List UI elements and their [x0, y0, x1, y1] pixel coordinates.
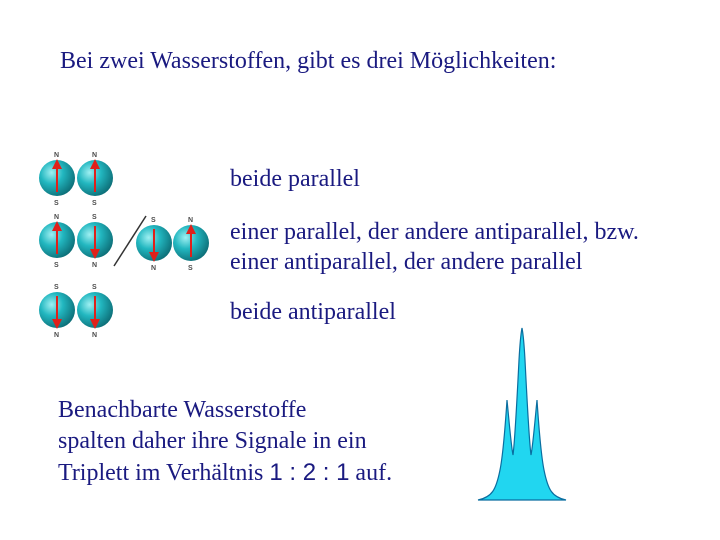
north-label: N — [92, 152, 98, 159]
spin-down-2 — [136, 217, 172, 272]
south-label: S — [92, 214, 97, 221]
option-text-line2: einer antiparallel, der andere parallel — [230, 249, 583, 275]
summary-line3 — [58, 457, 392, 489]
option-mixed — [230, 217, 639, 277]
option-both-parallel — [230, 164, 360, 194]
row-mixed — [39, 214, 209, 272]
summary-line2: spalten daher ihre Signale in ein — [58, 428, 367, 454]
south-label: S — [54, 200, 59, 207]
spin-up-2 — [77, 152, 113, 207]
north-label: N — [151, 265, 157, 272]
option-text: beide parallel — [230, 166, 360, 192]
summary-line1: Benachbarte Wasserstoffe — [58, 397, 307, 423]
south-label: S — [54, 284, 59, 291]
south-label: S — [54, 262, 59, 269]
option-text: beide antiparallel — [230, 299, 396, 325]
option-both-antiparallel — [230, 297, 396, 327]
north-label: N — [54, 332, 60, 339]
north-label: N — [92, 262, 98, 269]
option-text-line1: einer parallel, der andere antiparallel, bzw. — [230, 219, 639, 245]
south-label: S — [188, 265, 193, 272]
row-both-antiparallel — [39, 284, 113, 339]
north-label: N — [188, 217, 194, 224]
triplet-spectrum — [478, 328, 566, 500]
spin-down-3 — [39, 284, 75, 339]
row-both-parallel — [39, 152, 113, 207]
summary-line3-prefix: Triplett im Verhältnis — [58, 460, 270, 486]
north-label: N — [54, 152, 60, 159]
summary-text — [58, 395, 392, 489]
north-label: N — [92, 332, 98, 339]
spin-up-3 — [39, 214, 75, 269]
spin-up-1 — [39, 152, 75, 207]
page-title: Bei zwei Wasserstoffen, gibt es drei Möglichkeiten: — [60, 48, 557, 74]
south-label: S — [92, 200, 97, 207]
spin-down-4 — [77, 284, 113, 339]
south-label: S — [151, 217, 156, 224]
summary-line3-suffix: auf. — [349, 460, 393, 486]
spin-up-4 — [173, 217, 209, 272]
north-label: N — [54, 214, 60, 221]
ratio-value: 1 : 2 : 1 — [269, 459, 350, 486]
spin-down-1 — [77, 214, 113, 269]
south-label: S — [92, 284, 97, 291]
